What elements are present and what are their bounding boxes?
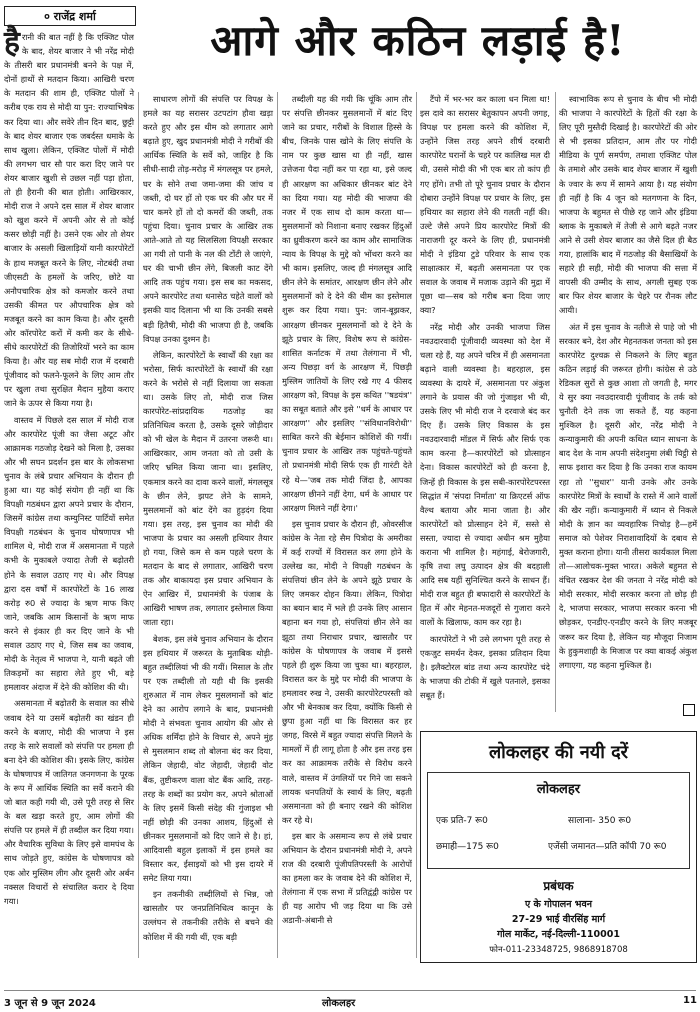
address-line-3: गोल मार्केट, नई-दिल्ली-110001: [497, 929, 620, 940]
manager-label: प्रबंधक: [543, 879, 574, 893]
paragraph: रानी की बात नहीं है कि एक्जिट पोल के बाद, शेयर बाजार ने भी नरेंद्र मोदी के तीसरी बार प्रधानमंत्री बनने के पक्ष में, दोनों हाथों से मतदान किया। आखिरी चरण के मतदान की शाम ही, एक्जिट पोलों ने करीब एक राय से मोदी या पुन: राज्याभिषेक कर दिया था। और सवेरे तीन दिन बाद, छुट्टी के बाद शेयर बाजार एक जबर्दस्त धमाके के साथ खुला। लेकिन, एक्जिट पोलों में मोदी की लगभग चार सौ पार करा दिए जाने पर शेयर बाजार खुशी से उछल नहीं पड़ा होता, तो ही हैरानी की बात होती। आखिरकार, मोदी राज ने अपने दस साल में शेयर बाजार को खुश करने में अपनी ओर से तो कोई कसर छोड़ी नहीं है। उसने एक ओर तो शेयर बाजार के असली खिलाड़ियों यानी कारपोरेटों के हाथ मजबूत करने के लिए, नोटबंदी तथा जीएसटी के हमलों के जरिए, छोटे या अनौपचारिक क्षेत्र को कमजोर करने तथा उसकी कीमत पर औपचारिक क्षेत्र को मजबूत करने का काम किया है। और दूसरी ओर कॉरपोरेट करों में कमी कर के सीधे-सीधे कारपोरेटों की तिजोरियों भरने का काम किया है। और यह सब मोदी राज में दरबारी पूंजीवाद को फलने-फूलने के लिए आम तौर पर खुला तथा सुरक्षित मैदान मुहैया कराए जाने के ऊपर से किया गया है।: [4, 32, 134, 409]
paragraph: नरेंद्र मोदी और उनकी भाजपा जिस नवउदारवादी पूंजीवादी व्यवस्था को देश में चला रहे हैं, यह अपने चरित्र में ही असमानता बढ़ाने वाली व्यवस्था है। बहरहाल, इस व्यवस्था के दायरे में, असमानता पर अंकुश लगाने के प्रयास की जो गुंजाइश भी थी, उसके लिए भी मोदी राज ने दरवाजे बंद कर दिए हैं। उसके लिए विकास के इस नवउदारवादी मॉडल में सिर्फ और सिर्फ एक काम करना है—कारपोरेटों को प्रोत्साहन देना। विकास कारपोरेटों को ही करना है, जिन्हें ही विकास के इस सबी-कारपोरेटपरस्त सिद्धांत में 'संपदा निर्माता' या क्रिएटर्स ऑफ वैल्थ बताया और माना जाता है। और कारपोरेटों को प्रोत्साहन देने में, सस्ते से सस्ता, ज्यादा से ज्यादा अधीन श्रम मुहैया कराना भी शामिल है। महंगाई, बेरोजगारी, कृषि तथा लघु उत्पादन क्षेत्र की बदहाली आदि सब यहीं सुनिश्चित करने के साधन हैं। मोदी राज बहुत ही बफादारी से कारपोरेटों के हित में और मेहनत-मजदूरों से गुजारा करने वालों के खिलाफ, काम कर रहा है।: [420, 321, 550, 628]
article-column-2: [143, 92, 273, 960]
article-column-1: [4, 25, 134, 960]
article-column-4: [420, 92, 550, 700]
price-single: एक प्रति-7 रू0: [436, 816, 488, 826]
paragraph: लेकिन, कारपोरेटों के स्वार्थों की रक्षा का भरोसा, सिर्फ कारपोरेटों के स्वार्थों की रक्षा करने के भरोसे से नहीं दिलाया जा सकता था। उसके लिए तो, मोदी राज जिस कारपोरेट-सांप्रदायिक गठजोड़ का प्रतिनिधित्व करता है, उसके दूसरे जोड़ीदार को भी खेल के मैदान में उतरना जरूरी था। आखिरकार, आम जनता को तो उसी के जरिए भ्रमित किया जाना था। इसलिए, एकमात्र करने का दावा करने वालों, मंगलसूत्र के छीन लेने, झपट लेने के सामने, मुसलमानों को बांट देंगे का हुड़दंग दिया गया। इस तरह, इस चुनाव का मोदी की भाजपा के प्रचार का असली हथियार तैयार हो गया, जिसे कम से कम पहले चरण के मतदान के बाद से लगातार, आखिरी चरण तक और बाकायदा इस प्रचार अभियान के ऐन आखिर में, प्रधानमंत्री के पंजाब के आखिरी भाषण तक, लगातार इस्तेमाल किया जाता रहा।: [143, 349, 273, 628]
price-half-year: छमाही—175 रू0: [436, 842, 499, 852]
article-column-3: [282, 92, 412, 960]
paragraph: बेशक, इस लंबे चुनाव अभियान के दौरान इस हथियार में जरूरत के मुताबिक थोड़ी-बहुत तब्दीलियां भी की गयीं। मिसाल के तौर पर एक तब्दीली तो यही थी कि इसकी शुरुआत में नाम लेकर मुसलमानों को बांट देने का आरोप लगाने के बाद, प्रधानमंत्री मोदी ने संभवतः चुनाव आयोग की ओर से अधिक शर्मिंदा होने के विचार से, अपने मुंह से मुसलमान शब्द तो बोलना बंद कर दिया, लेकिन जेहादी, वोट जेहादी, जेहादी वोट बैंक, तुष्टीकरण वाला वोट बैंक आदि, तरह-तरह के शब्दों का प्रयोग कर, अपने श्रोताओं के लिए इसमें किसी संदेह की गुंजाइश भी नहीं छोड़ी की उनका आशय, हिंदुओं से छीनकर मुसलमानों को दिए जाने से है। हां, आदिवासी बहुल इलाकों में इस हमले का विस्तार कर, ईसाइयों को भी इस दायरे में समेट लिया गया।: [143, 633, 273, 884]
footer-page-number: 11: [683, 995, 697, 1006]
paragraph: इस बार के असमान्य रूप से लंबे प्रचार अभियान के दौरान प्रधानमंत्री मोदी ने, अपने राज की दरबारी पूंजीपतिपरस्ती के आरोपों का हमला कर के जवाब देने की कोशिश में, तेलंगाना में एक सभा में प्रतिद्वंद्वी कांग्रेस पर ही यह आरोप भी जड़ दिया था कि उसे अडानी-अंबानी से: [282, 830, 412, 926]
paragraph: कारपोरेटों ने भी उसे लगभग पूरी तरह से एकजुट समर्थन देकर, इसका प्रतिदान दिया है। इलैक्टोरल बांड तथा अन्य कारपोरेट चंदे के भाजपा की टोकी में खुले पतनाले, इसका सबूत हैं।: [420, 633, 550, 700]
paragraph: इस चुनाव प्रचार के दौरान ही, ओवरसीज कांग्रेस के नेता रहे सैम पित्रोदा के अमरीका में कई राज्यों में विरासत कर लगा होने के उल्लेख का, मोदी ने विपक्षी गठबंधन के संपत्तियां छीन लेने के अपने झूठे प्रचार के लिए जमकर दोहन किया। लेकिन, पित्रोदा का बयान बाद में भले ही उनके लिए आसान बहाना बन गया हो, संपत्तियां छीन लेने का झूठा तथा निराधार प्रचार, खासतौर पर कांग्रेस के घोषणापत्र के जवाब में इससे पहले ही शुरू किया जा चुका था। बहरहाल, विरासत कर के मुद्दे पर मोदी की भाजपा के हमलावर रुख ने, उसकी कारपोरेटपरस्ती को और भी बेनकाब कर दिया, क्योंकि किसी से छुपा हुआ नहीं था कि विरासत कर हर जगह, विरसे में बहुत ज्यादा संपत्ति मिलने के मामलों में ही लागू होता है और इस तरह इस कर का आक्रामक तरीके से विरोध करने वाले, वास्तव में उंगलियों पर गिने जा सकने लायक धनपतियों के स्वार्थ के लिए, बढ़ती असमानता को ही बनाए रखने की कोशिश कर रहे थे।: [282, 518, 412, 825]
column-divider: [416, 92, 417, 958]
subscription-rates-box: [420, 731, 697, 963]
price-annual: सालाना- 350 रू0: [568, 816, 632, 826]
price-agency: एजेंसी जमानत—प्रति कॉपी 70 रू0: [548, 842, 667, 852]
paragraph: तब्दीली यह की गयी कि चूंकि आम तौर पर संपत्ति छीनकर मुसलमानों में बांट दिए जाने का प्रचार, गरीबों के विशाल हिस्से के बीच, जिनके पास खोने के लिए संपत्ति के नाम पर कुछ खास था ही नहीं, खास उत्तेजना पैदा नहीं कर पा रहा था, इसे जल्द ही आरक्षण का अधिकार छीनकर बांट देने का दिया गया। यह मोदी की भाजपा की नजर में एक साथ दो काम करता था—मुसलमानों को निशाना बनाए रखकर हिंदुओं का ध्रुवीकरण करने का काम और सामाजिक न्याय के विपक्ष के मुद्दे को भोंथरा करने का भी काम। इसलिए, जल्द ही मंगलसूत्र आदि छीन लेने के समांतर, आरक्षण छीन लेने और मुसलमानों को दे देने की थीम का इस्तेमाल शुरू कर दिया गया। पुन: जान-बूझकर, आरक्षण छीनकर मुसलमानों को दे देने के झूठे प्रचार के लिए, विशेष रूप से कांग्रेस-शासित कर्नाटक में तथा तेलंगाना में भी, अन्य पिछड़ा वर्ग के आरक्षण में, पिछड़ी मुस्लिम जातियों के लिए रखे गए 4 फीसद आरक्षण को, विपक्ष के इस कथित ''षडयंत्र'' का सबूत बताते और इसे ''धर्म के आधार पर आरक्षण'' और इसलिए ''संविधानविरोधी'' साबित करने की बेईमान कोशिशें की गयीं। चुनाव प्रचार के आखिर तक पहुंचते-पहुंचते तो प्रधानमंत्री मोदी सिर्फ एक ही गारंटी देते रहे थे—'जब तक मोदी जिंदा है, आपका आरक्षण छीनने नहीं देगा, धर्म के आधार पर आरक्षण मिलने नहीं देगा।': [282, 94, 412, 513]
rates-subtitle: लोकलहर: [536, 782, 581, 797]
paragraph: अंत में इस चुनाव के नतीजे से पाहे जो भी सरकार बने, देश और मेहनतकश जनता को इस कारपोरेट दुश्चक्र से निकलने के लिए बहुत कठिन लड़ाई की जरूरत होगी। कांग्रेस से उठे रेडिकल सुरों से कुछ आशा तो जगती है, मगर ये सुर क्या नवउदारवादी पूंजीवाद के तर्क को चुनौती देने तक जा सकते हैं, यह कहना मुश्किल है। दूसरी ओर, नरेंद्र मोदी ने कन्याकुमारी की अपनी कथित ध्यान साधना के बाद देश के नाम अपनी संदेशनुमा लंबी चिट्ठी से साफ इशारा कर दिया है कि उनका राज कायम रहा तो ''सुधार'' यानी उनके और उनके कारपोरेट मित्रों के स्वार्थों के रास्ते में आने वालों की खैर नहीं। कन्याकुमारी में ध्यान से निकले मोदी के ज्ञान का व्यवहारिक निचोड़ है—हमें समाज को पेशेवर निराशावादियों के दबाव से मुक्त कराना होगा। यानी तीसरा कार्यकाल मिला तो—आलोचक-मुक्त भारत। अकेले बहुमत से वंचित रखकर देश की जनता ने नरेंद्र मोदी को मोदी सरकार, मोदी सरकार करना तो छोड़ ही दे, भाजपा सरकार, भाजपा सरकार करना भी छोड़कर, एनडीए-एनडीए करने के लिए मजबूर जरूर कर दिया है, लेकिन यह मौजूदा निजाम के हुकुमशाही के मिजाज पर क्या बाकई अंकुश लगाएगा, यह कहना मुश्किल है।: [559, 321, 698, 670]
rates-title: लोकलहर की नयी दरें: [488, 742, 629, 763]
headline: आगे और कठिन लड़ाई है!: [210, 15, 626, 65]
column-divider: [277, 92, 278, 958]
rates-inner-box: [427, 772, 690, 869]
column-divider: [555, 92, 556, 712]
footer-paper-name: लोकलहर: [322, 998, 356, 1009]
paragraph: इन तकनीकी तब्दीलियों से भिन्न, जो खासतौर पर जनप्रतिनिधित्व कानून के उल्लंघन से तकनीकी तरीके से बचने की कोशिश में की गयी थीं, एक बड़ी: [143, 889, 273, 942]
end-mark-icon: [683, 704, 695, 716]
column-divider: [138, 92, 139, 958]
drop-cap: है: [4, 25, 20, 60]
paragraph: टैंपो में भर-भर कर काला धन मिला था! इस दावे का सरासर बेतुकापन अपनी जगह, विपक्ष पर हमला करने की कोशिश में, उन्होंने जिस तरह अपने शीर्ष दरबारी कारपोरेट घरानों के चहरे पर कालिख मल दी थी, उससे मोदी की भी एक बार तो कांप ही गए होंगे। तभी तो पूरे चुनाव प्रचार के दौरान दोबारा उन्होंने विपक्ष पर प्रचार के लिए, इस हथियार का सहारा लेने की गलती नहीं की। उल्टे जैसे अपने प्रिय कारपोरेट मित्रों की नाराजगी दूर करने के लिए ही, प्रधानमंत्री मोदी ने इंडिया टुडे परिवार के साथ एक साक्षात्कार में, बढ़ती असमानता पर एक सवाल के जवाब में मजाक उड़ाने की मुद्रा में पूछा था—सब को गरीब बना दिया जाए क्या?: [420, 94, 550, 316]
address-line-1: ए के गोपालन भवन: [524, 899, 593, 910]
phone-line: फोन-011-23348725, 9868918708: [489, 945, 628, 955]
article-column-5: [559, 92, 697, 712]
paragraph: असमानता में बढ़ोतरी के सवाल का सीधे जवाब देने या उसमें बढ़ोतरी का खंडन ही करने के बजाए, मोदी की भाजपा ने इस तरह के सारे सवालों को संपत्ति पर हमला ही बना देने की कोशिश की। इसके लिए, कांग्रेस के घोषणापत्र में जातिगत जनगणना के पूरक के रूप में आर्थिक स्थिति का सर्वे कराने की जो बात कही गयी थी, उसे पूरी तरह से सिर के बल खड़ा करते हुए, आम लोगों की संपत्ति पर हमले में ही तब्दील कर दिया गया। और वैचारिक सुविधा के लिए इसे वामपंथ के साथ जोड़ते हुए, कांग्रेस के घोषणापत्र को एक ओर मुस्लिम लीग और दूसरी ओर अर्बन नक्सल विचारों से संचालित करार दे दिया गया।: [4, 698, 134, 906]
footer-date: 3 जून से 9 जून 2024: [4, 998, 96, 1009]
footer-divider: [4, 990, 696, 991]
author-byline: ० राजेंद्र शर्मा: [4, 6, 136, 26]
paragraph: वास्तव में पिछले दस साल में मोदी राज और कारपोरेट पूंजी का जैसा अटूट और आक्रामक गठजोड़ देखने को मिला है, उसका और भी सघन प्रदर्शन इस बार के लोकसभा चुनाव के लंबे प्रचार अभियान के दौरान ही हुआ था। यह कोई संयोग ही नहीं था कि विपक्षी गठबंधन द्वारा अपने प्रचार के दौरान, जिसमें कांग्रेस तथा कम्युनिस्ट पार्टियों समेत विपक्षी गठबंधन के चुनाव घोषणापत्र भी शामिल थे, मोदी राज में असमानता में पहले कभी के मुकाबले ज्यादा तेजी से बढ़ोतरी होने के सवाल उठाए गए थे। और विपक्ष द्वारा दस वर्षों में कारपोरेटों के 16 लाख करोड़ रु0 से ज्यादा के ऋण माफ किए जाने, जबकि आम किसानों के ऋण माफ करने से इंकार ही कर दिए जाने के भी सवाल उठाए गए थे, जिस सब का जवाब, मोदी के नेतृत्व में भाजपा ने, यानी बढ़ते जी तिकड़मों का सहारा लेते हुए भी, बड़े हमलावर अंदाज में देने की कोशिश की थी।: [4, 414, 134, 693]
paragraph: साधारण लोगों की संपत्ति पर विपक्ष के हमले का यह सरासर उटपटांग हौवा खड़ा करते हुए और इस थीम को लगातार आगे बढ़ाते हुए, खुद प्रधानमंत्री मोदी ने गरीबों की आर्थिक स्थिति के सर्वे को, जाहिर है कि सीधी-सादी तोड़-मरोड़ में मंगलसूत्र पर हमले, घर के सोने तथा जमा-जमा की जांच व जब्ती, दो घर हों तो एक घर की और घर में चार कमरे हों तो दो कमरों की जब्ती, तक पहुंचा दिया। चुनाव प्रचार के आखिर तक आते-आते तो यह सिलसिला विपक्षी सरकार आ गयी तो पानी के नल की टोंटी ले जाएंगे, घर की चाभी छीन लेंगे, बिजली काट देंगे आदि तक पहुंच गया। इस सब का मकसद, अपने कारपोरेट तथा धनासेठ चहेते वालों को इसकी याद दिलाना भी था कि उनकी सबसे बड़ी हितैषी, मोदी की भाजपा ही है, जबकि विपक्ष उनका दुश्मन है।: [143, 94, 273, 344]
paragraph: स्वाभाविक रूप से चुनाव के बीच भी मोदी की भाजपा ने कारपोरेटों के हितों की रक्षा के लिए पूरी मुस्तैदी दिखाई है। कारपोरेटों की ओर से भी इसका प्रतिदान, आम तौर पर गोदी मीडिया के पूर्ण समर्पण, तमाशा एक्जिट पोल के तमाशे और उसके बाद शेयर बाजार में खुशी के ज्वार के रूप में सामने आया है। यह संयोग ही नहीं है कि 4 जून को मतगणना के दिन, भाजपा के बहुमत से पीछे रह जाने और इंडिया ब्लाक के मुकाबले में तेजी से आगे बढ़ते नजर आने से उसी शेयर बाजार का जैसे दिल ही बैठ गया, हालांकि बाद में गठजोड़ की बैसाखियों के सहारे ही सही, मोदी की भाजपा की सत्ता में वापसी की उम्मीद के साथ, अगली सुबह एक बार फिर शेयर बाजार के चेहरे पर रौनक लौट आयी।: [559, 94, 697, 316]
address-line-2: 27-29 भाई वीरसिंह मार्ग: [511, 914, 606, 925]
